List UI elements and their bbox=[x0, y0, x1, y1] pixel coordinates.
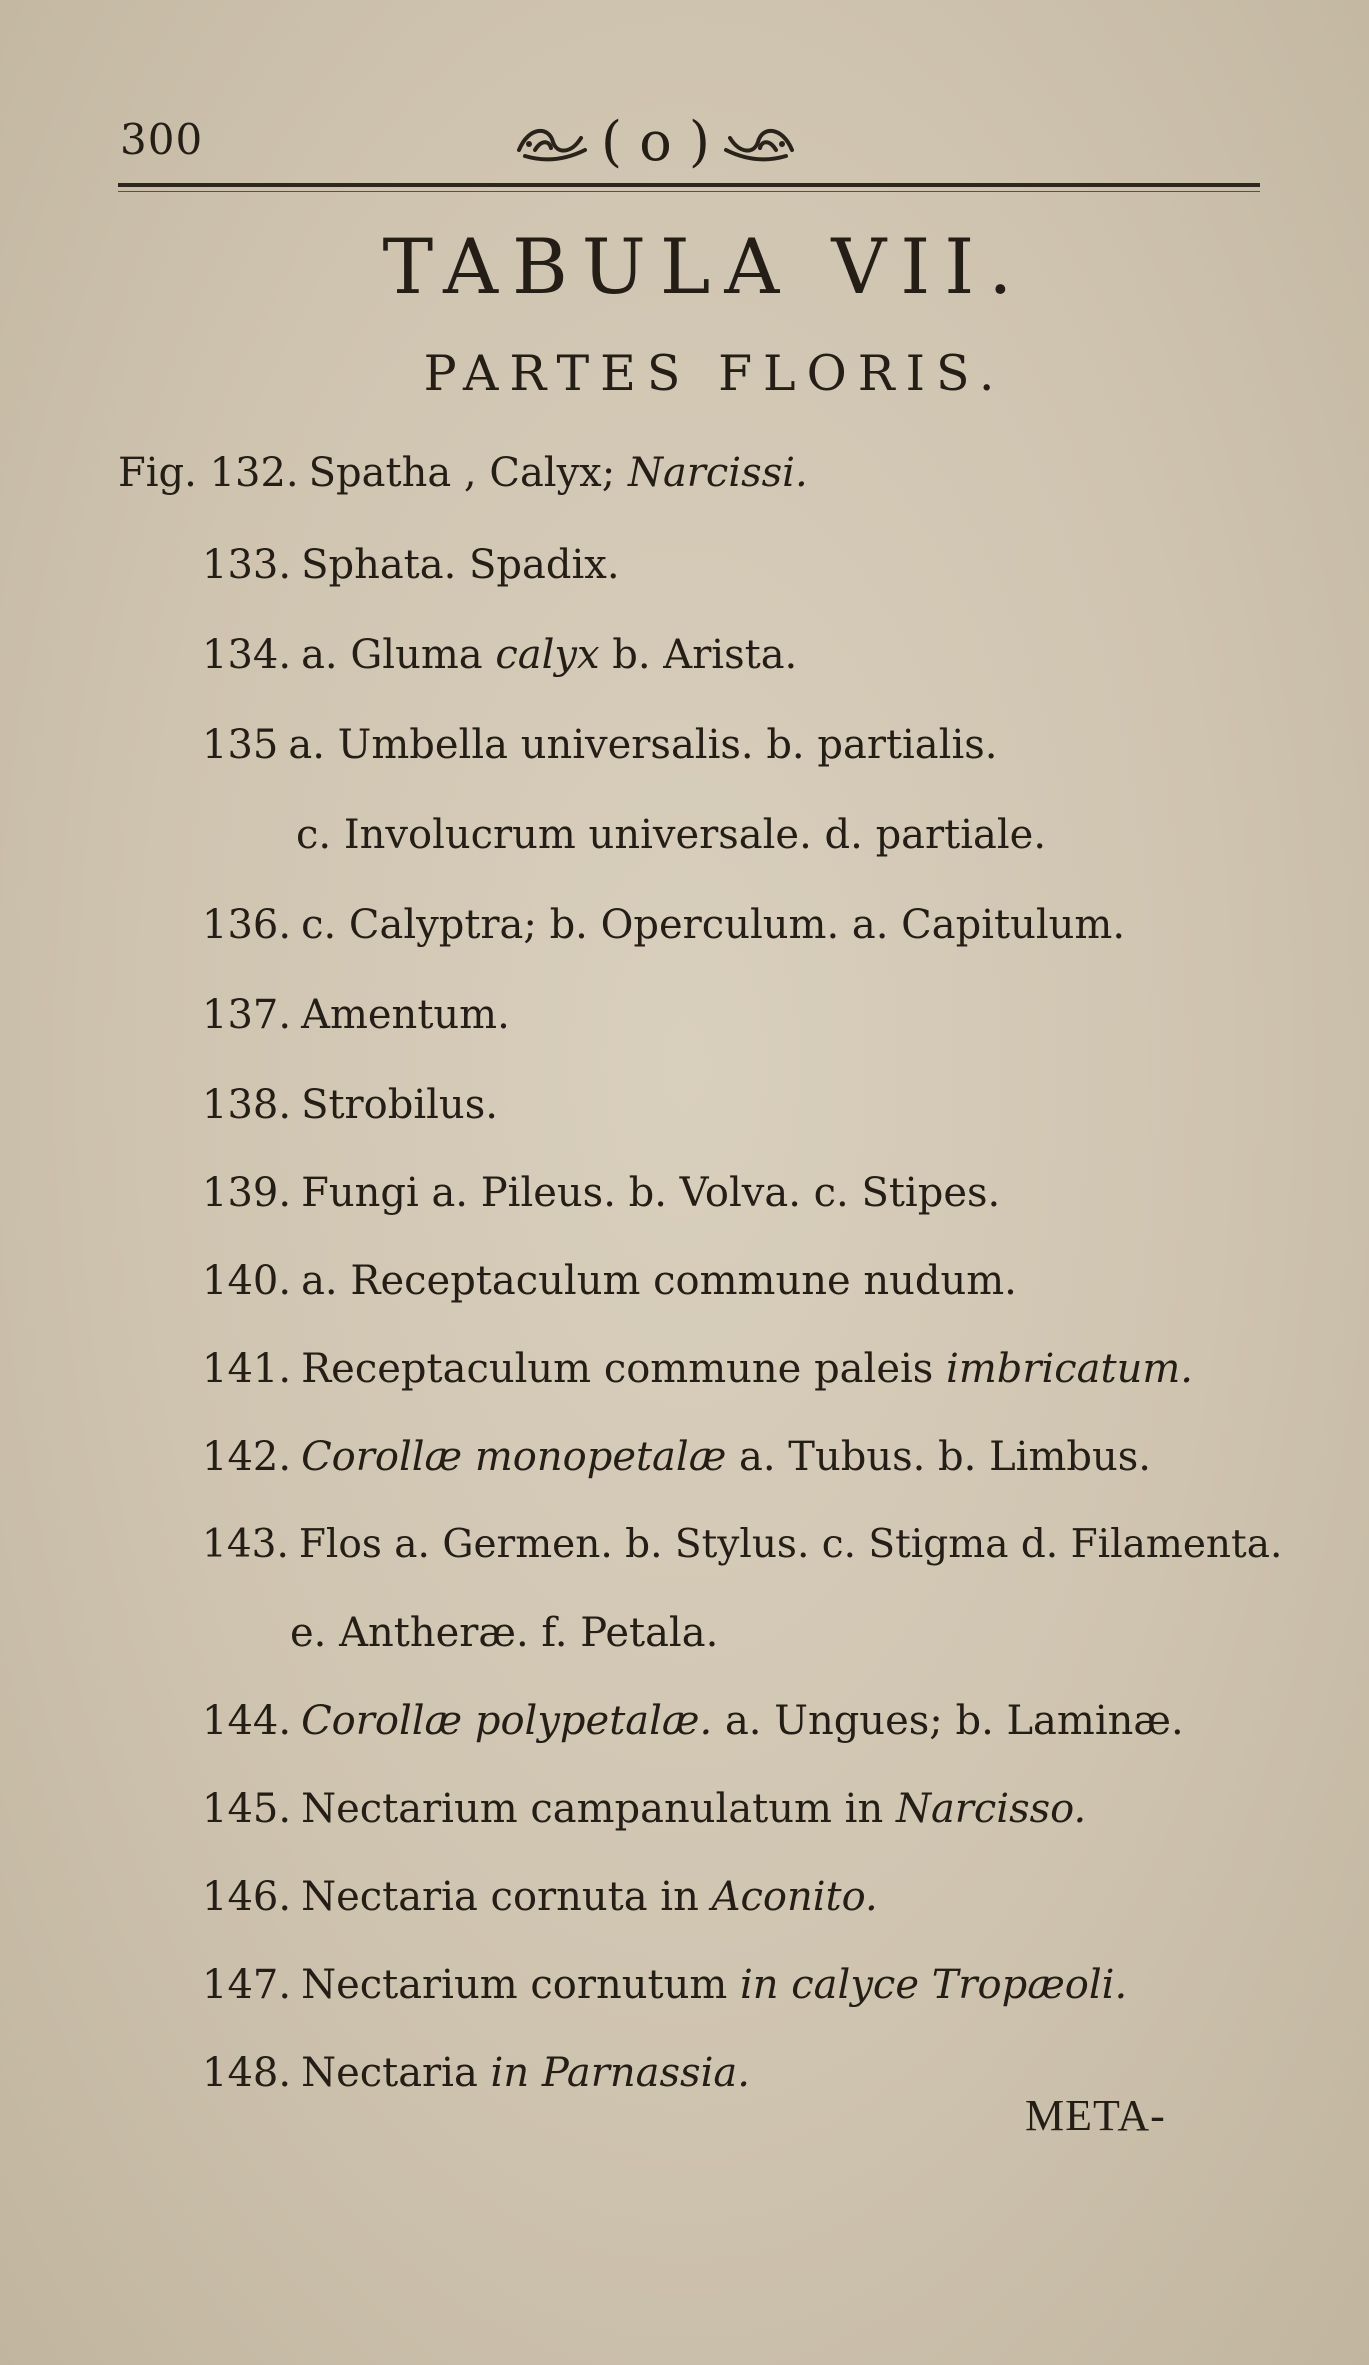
list-item: 140. a. Receptaculum commune nudum. bbox=[202, 1258, 1017, 1304]
list-item: 148. Nectaria in Parnassia. bbox=[202, 2050, 750, 2096]
list-item: 136. c. Calyptra; b. Operculum. a. Capitulum. bbox=[202, 902, 1126, 948]
list-item: 144. Corollæ polypetalæ. a. Ungues; b. Laminæ. bbox=[202, 1698, 1184, 1744]
list-item: 147. Nectarium cornutum in calyce Tropæoli. bbox=[202, 1962, 1128, 2008]
list-item: 141. Receptaculum commune paleis imbricatum. bbox=[202, 1346, 1194, 1392]
catchword: META- bbox=[1025, 2091, 1166, 2140]
list-item: 135 a. Umbella universalis. b. partialis. bbox=[202, 722, 998, 768]
list-item: 146. Nectaria cornuta in Aconito. bbox=[202, 1874, 878, 1920]
section-title: PARTES FLORIS. bbox=[423, 345, 1006, 402]
running-head-label: ( o ) bbox=[601, 110, 710, 173]
list-item: 139. Fungi a. Pileus. b. Volva. c. Stipes. bbox=[202, 1170, 1001, 1216]
list-item: Fig. 132. Spatha , Calyx; Narcissi. bbox=[118, 450, 808, 496]
list-item: c. Involucrum universale. d. partiale. bbox=[296, 812, 1047, 858]
list-item: 138. Strobilus. bbox=[202, 1082, 498, 1128]
plate-title: TABULA VII. bbox=[382, 222, 1027, 311]
list-item: e. Antheræ. f. Petala. bbox=[290, 1610, 719, 1656]
list-item: 137. Amentum. bbox=[202, 992, 510, 1038]
list-item: 143. Flos a. Germen. b. Stylus. c. Stigma d. Filamenta. bbox=[202, 1522, 1283, 1567]
list-item: 142. Corollæ monopetalæ a. Tubus. b. Limbus. bbox=[202, 1434, 1151, 1480]
list-item: 145. Nectarium campanulatum in Narcisso. bbox=[202, 1786, 1087, 1832]
list-item: 133. Sphata. Spadix. bbox=[202, 542, 620, 588]
list-item: 134. a. Gluma calyx b. Arista. bbox=[202, 632, 798, 678]
page-number: 300 bbox=[120, 115, 204, 164]
